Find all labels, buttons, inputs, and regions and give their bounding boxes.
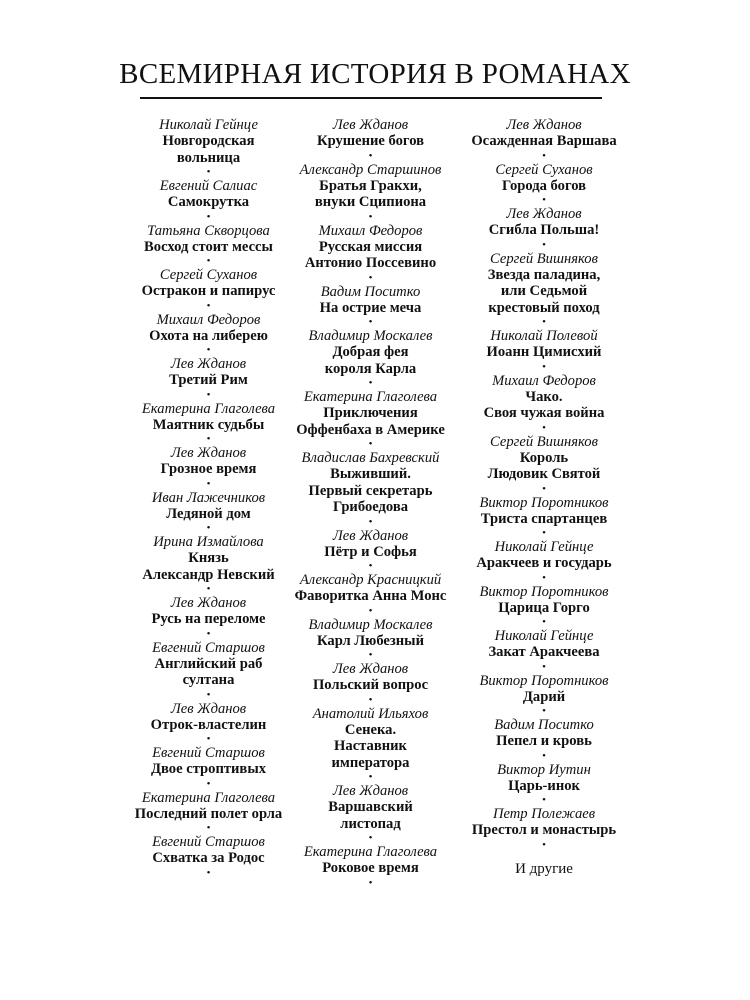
book-entry (273, 528, 468, 573)
separator-dot: • (206, 627, 211, 640)
book-title: Третий Рим (169, 372, 248, 388)
separator-dot: • (368, 832, 373, 844)
author-name: Евгений Салиас (159, 178, 258, 194)
author-name: Сергей Суханов (495, 161, 593, 178)
author-name: Михаил Федоров (492, 372, 596, 389)
separator-dot: • (206, 733, 211, 745)
author-name: Михаил Федоров (318, 222, 423, 239)
book-entry (444, 539, 644, 584)
separator-dot: • (206, 477, 211, 490)
book-title: Маятник судьбы (152, 416, 265, 433)
book-title: Царь-инок (508, 777, 580, 794)
book-entry (444, 251, 644, 329)
separator-dot: • (368, 604, 373, 617)
book-title: Иоанн Цимисхий (486, 344, 602, 360)
author-name: Виктор Поротников (479, 583, 609, 600)
author-name: Михаил Федоров (156, 311, 261, 328)
separator-dot: • (542, 660, 546, 673)
author-name: Сергей Вишняков (490, 433, 598, 450)
book-title: Английский раб султана (154, 655, 263, 688)
author-name: Лев Жданов (170, 445, 247, 461)
book-title: Король Людовик Святой (487, 449, 601, 482)
separator-dot: • (368, 693, 373, 706)
separator-dot: • (368, 515, 373, 528)
separator-dot: • (542, 360, 546, 373)
separator-dot: • (206, 777, 211, 790)
author-name: Евгений Старшов (152, 745, 265, 761)
book-entry (273, 117, 468, 162)
separator-dot: • (542, 421, 546, 434)
separator-dot: • (206, 866, 211, 879)
column-2 (273, 117, 468, 889)
title-underline (140, 97, 602, 99)
book-entry (273, 389, 468, 450)
author-name: Екатерина Глаголева (141, 400, 276, 417)
book-title: Крушение богов (316, 133, 425, 149)
author-name: Сергей Вишняков (490, 250, 598, 267)
book-title: Варшавский листопад (328, 799, 413, 832)
author-name: Лев Жданов (332, 783, 409, 799)
book-title: Карл Любезный (317, 632, 424, 649)
separator-dot: • (542, 705, 546, 717)
separator-dot: • (206, 433, 211, 445)
author-name: Петр Полежаев (492, 806, 596, 822)
author-name: Анатолий Ильяхов (312, 705, 429, 722)
separator-dot: • (542, 482, 546, 495)
author-name: Николай Гейнце (159, 117, 258, 133)
book-title: Звезда паладина, или Седьмой крестовый поход (487, 266, 601, 316)
book-entry (444, 162, 644, 207)
book-title: Русская миссия Антонио Поссевино (304, 238, 437, 271)
separator-dot: • (542, 149, 546, 162)
author-name: Владимир Москалев (308, 328, 433, 344)
author-name: Евгений Старшов (152, 834, 265, 850)
book-entry (444, 762, 644, 807)
separator-dot: • (368, 377, 373, 389)
author-name: Виктор Поротников (479, 494, 609, 511)
author-name: Лев Жданов (332, 661, 409, 677)
separator-dot: • (542, 527, 546, 539)
book-title: Самокрутка (167, 194, 250, 210)
author-name: Лев Жданов (332, 117, 409, 133)
separator-dot: • (542, 194, 546, 206)
author-name: Николай Гейнце (494, 539, 594, 555)
book-title: Новгородская вольница (162, 133, 255, 166)
book-title: Фаворитка Анна Монс (294, 588, 447, 604)
book-title: Осажденная Варшава (471, 133, 617, 149)
book-title: Польский вопрос (312, 677, 429, 693)
author-name: Лев Жданов (506, 117, 582, 133)
book-title: Престол и монастырь (471, 822, 617, 838)
separator-dot: • (206, 388, 211, 401)
book-title: Добрая фея короля Карла (324, 344, 417, 377)
book-title: Города богов (501, 177, 587, 194)
book-title: Царица Горго (498, 599, 590, 616)
book-entry (444, 628, 644, 673)
separator-dot: • (368, 876, 373, 889)
book-entry (273, 661, 468, 706)
book-entry (444, 584, 644, 629)
separator-dot: • (368, 149, 373, 162)
author-name: Виктор Иутин (497, 761, 591, 778)
book-title: Восход стоит мессы (144, 238, 273, 255)
book-entry (444, 328, 644, 373)
author-name: Николай Полевой (490, 328, 598, 344)
column-3 (444, 117, 644, 878)
book-entry (273, 328, 468, 389)
author-name: Вадим Поситко (320, 283, 421, 300)
book-entry (273, 844, 468, 889)
book-title: Двое строптивых (150, 761, 267, 777)
book-entry (273, 617, 468, 662)
author-name: Вадим Поситко (494, 717, 594, 733)
book-title: Триста спартанцев (480, 510, 608, 527)
separator-dot: • (542, 838, 546, 851)
author-name: Николай Гейнце (494, 628, 594, 644)
separator-dot: • (542, 749, 546, 762)
book-entry (444, 434, 644, 495)
book-entry (444, 495, 644, 540)
author-name: Ирина Измайлова (153, 534, 264, 550)
book-entry (273, 162, 468, 223)
page-title: ВСЕМИРНАЯ ИСТОРИЯ В РОМАНАХ (119, 58, 631, 90)
book-title: Закат Аракчеева (488, 644, 600, 660)
book-entry (273, 450, 468, 528)
separator-dot: • (206, 583, 211, 595)
book-entry (444, 673, 644, 718)
separator-dot: • (542, 238, 546, 251)
author-name: Владислав Бахревский (301, 450, 440, 466)
author-name: Екатерина Глаголева (303, 389, 438, 405)
separator-dot: • (206, 299, 211, 312)
separator-dot: • (542, 616, 546, 628)
separator-dot: • (542, 571, 546, 584)
author-name: Владимир Москалев (308, 616, 433, 633)
book-entry (273, 223, 468, 284)
book-entry (444, 806, 644, 851)
separator-dot: • (542, 794, 546, 806)
separator-dot: • (542, 316, 546, 328)
book-entry (273, 572, 468, 617)
separator-dot: • (368, 316, 373, 328)
book-title: Братья Гракхи, внуки Сципиона (314, 177, 427, 210)
author-name: Екатерина Глаголева (303, 844, 438, 860)
book-title: Последний полет орла (134, 805, 283, 822)
book-title: Князь Александр Невский (142, 550, 275, 583)
separator-dot: • (206, 210, 211, 223)
book-entry (273, 706, 468, 784)
author-name: Виктор Поротников (479, 672, 609, 689)
book-title: Русь на переломе (151, 611, 266, 627)
author-name: Татьяна Скворцова (147, 222, 270, 239)
author-name: Лев Жданов (332, 527, 409, 544)
book-title: Сенека. Наставник императора (331, 721, 410, 771)
separator-dot: • (368, 560, 373, 572)
author-name: Евгений Старшов (152, 639, 265, 656)
author-name: Лев Жданов (170, 595, 247, 611)
book-title: Охота на либерею (149, 327, 268, 344)
author-name: Лев Жданов (506, 206, 582, 222)
author-name: Александр Красницкий (299, 572, 442, 588)
book-title: Ледяной дом (166, 505, 251, 522)
book-title: На острие меча (319, 299, 422, 316)
book-entry (444, 206, 644, 251)
author-name: Александр Старшинов (299, 161, 442, 178)
book-title: Аракчеев и государь (476, 555, 612, 571)
separator-dot: • (368, 210, 373, 223)
author-name: Лев Жданов (170, 700, 247, 717)
book-title: Грозное время (160, 461, 257, 477)
separator-dot: • (368, 649, 373, 661)
book-title: Чако. Своя чужая война (483, 388, 605, 421)
book-title: Дарий (522, 688, 566, 705)
author-name: Екатерина Глаголева (141, 789, 276, 806)
separator-dot: • (206, 255, 211, 267)
separator-dot: • (206, 522, 211, 534)
book-entry (273, 284, 468, 329)
separator-dot: • (206, 166, 211, 178)
book-title: Схватка за Родос (152, 850, 265, 866)
book-entry (273, 783, 468, 844)
separator-dot: • (206, 344, 211, 356)
separator-dot: • (368, 771, 373, 783)
separator-dot: • (206, 822, 211, 834)
book-title: Остракон и папирус (141, 283, 276, 299)
book-title: Сгибла Польша! (488, 222, 600, 238)
separator-dot: • (206, 688, 211, 701)
book-title: Пепел и кровь (496, 733, 592, 749)
book-entry (444, 373, 644, 434)
author-name: Иван Лажечников (151, 489, 266, 506)
author-name: Лев Жданов (170, 356, 247, 372)
book-title: Приключения Оффенбаха в Америке (296, 405, 445, 438)
separator-dot: • (368, 271, 373, 284)
book-entry (444, 717, 644, 762)
book-title: Пётр и Софья (324, 543, 417, 560)
and-others-note: И другие (515, 860, 573, 877)
author-name: Сергей Суханов (159, 267, 258, 283)
separator-dot: • (368, 438, 373, 450)
book-title: Выживший. Первый секретарь Грибоедова (308, 466, 433, 515)
book-entry (444, 117, 644, 162)
book-title: Отрок-властелин (150, 716, 267, 733)
book-title: Роковое время (322, 860, 419, 876)
